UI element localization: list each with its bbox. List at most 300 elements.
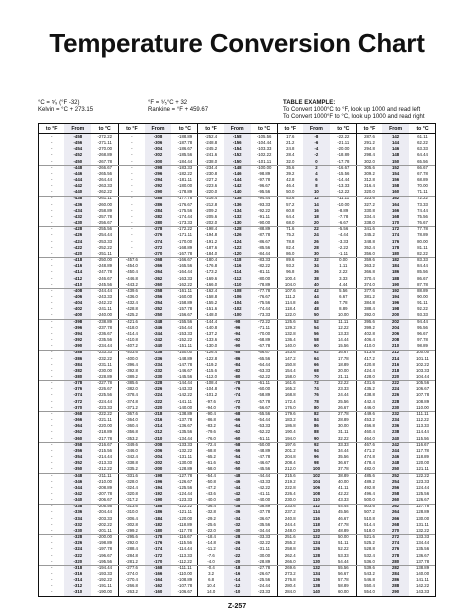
table-cell: -353.2	[125, 435, 138, 441]
row-separator	[39, 504, 435, 505]
table-cell: 24.44	[337, 392, 349, 398]
table-cell: -128	[232, 226, 242, 232]
table-cell: 101.11	[416, 355, 429, 361]
table-cell: -	[131, 140, 133, 146]
table-cell: -36.67	[258, 515, 271, 521]
table-cell: -207.78	[97, 490, 113, 496]
table-cell: 16.67	[337, 349, 349, 355]
table-cell: -	[50, 355, 53, 361]
table-cell: -407.2	[125, 343, 138, 349]
table-cell: -2.22	[338, 244, 349, 250]
table-cell: 120	[312, 527, 320, 533]
table-cell: 330.8	[364, 207, 375, 213]
table-cell: -	[50, 226, 53, 232]
table-cell: 204	[392, 324, 400, 330]
table-cell: 160	[392, 189, 400, 195]
table-cell: -176.67	[177, 201, 193, 207]
table-cell: -22.0	[206, 527, 216, 533]
table-cell: -	[131, 158, 133, 164]
table-cell: -376	[73, 386, 83, 392]
table-cell: -	[50, 367, 53, 373]
table-cell: 136	[312, 577, 320, 583]
table-cell: -410.8	[125, 337, 138, 343]
table-cell: -	[50, 343, 53, 349]
table-cell: -244.44	[97, 287, 113, 293]
table-cell: -65.2	[206, 454, 216, 460]
table-cell: -12.22	[337, 189, 350, 195]
table-cell: -366	[73, 417, 83, 423]
table-cell: 148	[392, 152, 400, 158]
table-cell: -208	[153, 441, 163, 447]
table-cell: -326	[73, 540, 83, 546]
table-cell: -338.8	[125, 460, 138, 466]
table-cell: -	[50, 324, 53, 330]
table-cell: -158.89	[177, 300, 193, 306]
table-cell: 467.6	[364, 441, 375, 447]
table-cell: 56	[314, 330, 319, 336]
table-cell: -	[50, 392, 53, 398]
table-cell: -164	[153, 577, 163, 583]
table-cell: -225.56	[97, 392, 113, 398]
row-separator	[39, 380, 435, 381]
table-cell: 500.0	[364, 497, 375, 503]
table-cell: 70.00	[417, 183, 428, 189]
table-cell: 18	[314, 213, 319, 219]
table-cell: -105.56	[256, 133, 272, 139]
table-cell: 370.4	[364, 275, 375, 281]
table-cell: -133.6	[204, 337, 218, 343]
table-cell: -158.8	[204, 293, 218, 299]
table-cell: 23.33	[337, 386, 349, 392]
table-cell: -	[50, 349, 53, 355]
table-cell: 182	[392, 257, 400, 263]
table-cell: 60.00	[337, 589, 349, 595]
table-cell: 320.0	[364, 189, 375, 195]
table-cell: -154.44	[177, 324, 193, 330]
table-cell: 103.33	[415, 367, 430, 373]
table-cell: -342	[73, 490, 83, 496]
table-cell: 64	[314, 355, 319, 361]
table-cell: 254	[392, 478, 400, 484]
table-cell: -110.00	[177, 571, 193, 577]
table-cell: -266.67	[97, 164, 113, 170]
table-cell: -5.56	[338, 226, 349, 232]
table-cell: -	[50, 312, 53, 318]
table-cell: -378	[73, 380, 83, 386]
table-cell: -248	[153, 318, 163, 324]
table-cell: 122.0	[284, 312, 296, 318]
table-cell: -270	[153, 250, 163, 256]
table-cell: -214.44	[97, 454, 113, 460]
table-cell: 62.22	[417, 140, 428, 146]
table-cell: 98.89	[417, 343, 428, 349]
table-cell: -196.67	[97, 552, 113, 558]
table-cell: -	[131, 146, 133, 152]
table-cell: -356.8	[125, 429, 138, 435]
table-cell: -88.89	[258, 226, 271, 232]
table-cell: -186	[153, 509, 163, 515]
table-cell: 165.2	[284, 386, 296, 392]
table-cell: 305.6	[364, 164, 375, 170]
table-cell: 96.67	[417, 330, 428, 336]
table-cell: -	[50, 306, 53, 312]
table-cell: -458	[73, 133, 83, 139]
table-cell: -143.33	[177, 386, 193, 392]
table-cell: -63.33	[258, 367, 271, 373]
table-cell: -	[50, 515, 53, 521]
column-header: From	[224, 124, 251, 134]
table-cell: -194	[153, 484, 163, 490]
table-cell: -318	[73, 564, 83, 570]
table-cell: 64.4	[286, 213, 295, 219]
table-cell: 212	[392, 349, 400, 355]
table-cell: -430	[73, 220, 83, 226]
table-cell: -85.56	[258, 244, 271, 250]
table-cell: -346	[73, 478, 83, 484]
table-cell: 6	[315, 177, 318, 183]
table-cell: -130.00	[177, 460, 193, 466]
table-cell: -84.44	[258, 250, 271, 256]
table-cell: -202.22	[97, 521, 113, 527]
table-cell: -195.56	[97, 558, 113, 564]
table-cell: 126.67	[415, 497, 430, 503]
table-cell: -370	[73, 404, 83, 410]
table-cell: -65.56	[258, 355, 271, 361]
table-cell: -140.8	[204, 324, 218, 330]
table-cell: 201.2	[284, 447, 296, 453]
table-cell: -332	[73, 521, 83, 527]
page-number: Z-257	[227, 603, 247, 610]
table-cell: -223.6	[204, 183, 218, 189]
table-cell: -113.33	[177, 552, 193, 558]
table-cell: -241.6	[204, 152, 218, 158]
table-cell: 136.4	[284, 337, 296, 343]
table-cell: -181.11	[177, 177, 193, 183]
table-cell: 135.56	[415, 546, 430, 552]
table-cell: -40.0	[206, 497, 216, 503]
table-cell: -141.11	[177, 398, 193, 404]
table-cell: 240.8	[284, 515, 296, 521]
table-cell: 130	[312, 558, 320, 564]
table-cell: -223.33	[97, 404, 113, 410]
table-cell: 202	[392, 318, 400, 324]
table-cell: -416	[73, 263, 83, 269]
column-header: to °C	[330, 124, 357, 134]
table-cell: -	[50, 195, 53, 201]
row-separator	[39, 196, 435, 197]
table-cell: 140	[312, 589, 320, 595]
table-cell: -94.0	[206, 404, 216, 410]
table-cell: -372	[73, 398, 83, 404]
table-cell: 16	[314, 207, 319, 213]
table-cell: -97.6	[206, 398, 216, 404]
table-cell: -108.4	[204, 380, 218, 386]
table-cell: 90.00	[417, 293, 428, 299]
table-cell: 134.44	[415, 540, 430, 546]
table-cell: -252.22	[97, 244, 113, 250]
formula-fahrenheit: °F = ⁹⁄₅°C + 32	[148, 100, 188, 106]
table-cell: -300	[153, 158, 163, 164]
table-cell: -414	[73, 269, 83, 275]
table-cell: -172.22	[177, 226, 193, 232]
table-cell: -148.89	[177, 355, 193, 361]
table-cell: 75.2	[286, 232, 295, 238]
formula-rankine: Rankine = °F + 459.67	[148, 107, 209, 113]
table-cell: -218	[153, 410, 163, 416]
table-cell: 76	[314, 392, 319, 398]
table-cell: 88.89	[417, 287, 428, 293]
table-cell: -170.00	[177, 238, 193, 244]
table-cell: -60.00	[258, 386, 271, 392]
table-cell: -284.8	[125, 552, 138, 558]
table-cell: 230	[392, 404, 400, 410]
table-cell: -392	[73, 337, 83, 343]
table-cell: 144	[392, 140, 400, 146]
table-cell: -121.11	[177, 509, 193, 515]
table-cell: -382	[73, 367, 83, 373]
table-cell: -43.33	[258, 478, 271, 484]
table-cell: -4.44	[338, 232, 349, 238]
table-cell: -360.4	[125, 423, 138, 429]
table-cell: -	[131, 232, 133, 238]
table-cell: 17.6	[286, 133, 295, 139]
table-cell: -152	[232, 152, 242, 158]
table-cell: -304	[153, 146, 163, 152]
table-cell: -205.56	[97, 503, 113, 509]
table-cell: 244.4	[284, 521, 296, 527]
table-cell: -180	[153, 527, 163, 533]
table-cell: 65.56	[417, 158, 428, 164]
table-cell: -237.78	[97, 324, 113, 330]
table-cell: 50.0	[286, 189, 295, 195]
table-cell: -260	[153, 281, 163, 287]
table-cell: -280	[153, 220, 163, 226]
table-cell: -	[50, 447, 53, 453]
table-cell: -	[50, 534, 53, 540]
table-cell: -320	[73, 558, 83, 564]
table-cell: -100.00	[256, 164, 272, 170]
table-cell: -138.89	[177, 410, 193, 416]
table-cell: -20	[234, 558, 241, 564]
table-cell: 28.4	[286, 152, 295, 158]
table-cell: 246	[392, 454, 400, 460]
row-separator	[39, 257, 435, 258]
table-cell: 13.33	[337, 330, 349, 336]
formula-kelvin: Kelvin = °C + 273.15	[38, 107, 94, 113]
table-cell: 55.56	[337, 564, 349, 570]
table-cell: 233.6	[284, 503, 296, 509]
table-cell: 48	[314, 306, 319, 312]
table-cell: 32.0	[286, 158, 295, 164]
table-cell: -	[131, 207, 133, 213]
table-cell: -122.8	[204, 355, 218, 361]
table-cell: -212	[153, 429, 163, 435]
table-cell: -406	[73, 293, 83, 299]
table-cell: -	[50, 293, 53, 299]
table-cell: 21.11	[338, 374, 349, 380]
table-cell: 66	[314, 361, 319, 367]
table-cell: 124	[312, 540, 320, 546]
table-cell: -94.44	[258, 195, 271, 201]
table-cell: -142.22	[177, 392, 193, 398]
table-cell: 248.0	[284, 527, 296, 533]
table-cell: -188	[153, 503, 163, 509]
table-cell: -221.11	[97, 417, 112, 423]
table-cell: -270.4	[125, 577, 138, 583]
table-cell: -206.67	[97, 497, 113, 503]
table-cell: -400.0	[125, 355, 138, 361]
table-cell: -112.22	[177, 558, 193, 564]
table-cell: 63.33	[417, 146, 428, 152]
table-cell: -256	[153, 293, 163, 299]
table-cell: -28	[234, 534, 241, 540]
table-cell: 276	[392, 546, 400, 552]
table-cell: -130.0	[204, 343, 218, 349]
table-cell: -	[50, 478, 53, 484]
table-cell: -281.2	[125, 558, 138, 564]
table-cell: -392.8	[125, 367, 138, 373]
table-cell: 214	[392, 355, 400, 361]
table-cell: -56.67	[258, 404, 271, 410]
table-cell: -	[50, 133, 53, 139]
table-cell: -	[50, 275, 53, 281]
table-cell: 236	[392, 423, 400, 429]
table-cell: 96	[314, 454, 319, 460]
table-cell: 180	[392, 250, 400, 256]
table-cell: 122.22	[415, 472, 430, 478]
table-cell: 70	[314, 374, 319, 380]
table-cell: 46.4	[286, 183, 295, 189]
table-cell: -216.67	[97, 441, 113, 447]
table-cell: 290	[392, 589, 400, 595]
table-cell: -228	[153, 380, 163, 386]
table-cell: -	[50, 164, 53, 170]
table-cell: 42	[314, 287, 319, 293]
table-cell: -177.78	[177, 195, 193, 201]
table-cell: -38.89	[258, 503, 271, 509]
table-cell: 428.0	[364, 374, 375, 380]
table-cell: 106	[312, 484, 320, 490]
table-cell: 112	[312, 503, 320, 509]
table-cell: -202.0	[204, 220, 218, 226]
table-cell: -186.67	[177, 146, 193, 152]
table-cell: -77.78	[258, 287, 271, 293]
table-cell: 270	[392, 527, 400, 533]
table-cell: 64.44	[417, 152, 428, 158]
table-cell: -104.44	[256, 140, 272, 146]
conversion-table	[38, 123, 436, 597]
table-cell: -66.67	[258, 349, 271, 355]
table-cell: 74.44	[417, 207, 428, 213]
table-cell: 206	[392, 330, 400, 336]
table-cell: 127.78	[415, 503, 430, 509]
table-cell: -270.00	[97, 146, 113, 152]
table-cell: -117.78	[177, 527, 193, 533]
table-cell: -157.78	[177, 306, 193, 312]
table-cell: 34.44	[337, 447, 349, 453]
table-cell: -83.33	[258, 257, 271, 263]
table-cell: -204	[153, 454, 163, 460]
table-cell: -267.78	[97, 158, 113, 164]
table-cell: -43.6	[206, 490, 216, 496]
table-cell: -44	[234, 484, 241, 490]
table-cell: 507.2	[364, 509, 375, 515]
table-cell: -36	[234, 509, 241, 515]
table-cell: -180.00	[177, 183, 193, 189]
table-cell: -286	[153, 201, 163, 207]
table-cell: -352	[73, 460, 83, 466]
table-cell: -68.8	[206, 447, 216, 453]
table-cell: -244	[153, 330, 163, 336]
table-cell: 262	[392, 503, 400, 509]
table-cell: 28	[314, 244, 319, 250]
table-cell: 35.56	[337, 454, 349, 460]
table-cell: -148	[232, 164, 242, 170]
table-cell: 374.0	[364, 281, 375, 287]
row-separator	[39, 534, 435, 535]
table-cell: 226	[392, 392, 400, 398]
column-header: From	[64, 124, 91, 134]
table-cell: 154	[392, 170, 400, 176]
table-cell: -290	[153, 189, 163, 195]
table-cell: -150.00	[177, 349, 193, 355]
table-cell: -118	[233, 257, 242, 263]
table-cell: 106.67	[415, 386, 430, 392]
table-cell: 24	[314, 232, 319, 238]
table-cell: -252.4	[204, 133, 218, 139]
table-cell: -255.56	[97, 226, 113, 232]
table-cell: -32.22	[258, 540, 271, 546]
table-cell: -4	[314, 146, 319, 152]
table-cell: 121.11	[416, 466, 429, 472]
table-cell: 46.67	[337, 515, 349, 521]
table-cell: -47.2	[206, 484, 216, 490]
table-cell: 286	[392, 577, 400, 583]
table-cell: -	[50, 183, 53, 189]
table-cell: -45.56	[258, 466, 271, 472]
table-cell: -313.6	[125, 503, 138, 509]
table-cell: -17.78	[337, 158, 350, 164]
table-cell: 514.4	[364, 521, 375, 527]
table-cell: 377.6	[364, 287, 375, 293]
table-cell: -193.33	[97, 571, 113, 577]
table-cell: 172.4	[284, 398, 296, 404]
table-cell: 122	[312, 534, 320, 540]
table-cell: -234.44	[97, 343, 113, 349]
table-cell: -82	[234, 367, 241, 373]
table-cell: -174	[153, 546, 163, 552]
table-cell: 264	[392, 509, 400, 515]
table-cell: -294	[153, 177, 163, 183]
table-cell: -295.6	[125, 534, 138, 540]
table-cell: -230	[153, 374, 163, 380]
table-cell: -164.44	[177, 269, 193, 275]
table-cell: -47.78	[258, 454, 271, 460]
table-cell: -103.33	[256, 146, 272, 152]
table-cell: 47.78	[337, 521, 349, 527]
table-cell: -163.33	[177, 275, 193, 281]
table-cell: -167.78	[177, 250, 193, 256]
table-cell: 210	[392, 343, 400, 349]
table-cell: 46	[314, 300, 319, 306]
table-cell: -234	[153, 361, 163, 367]
table-cell: -22.22	[337, 133, 350, 139]
table-cell: 536.0	[364, 558, 375, 564]
table-cell: -396.4	[125, 361, 138, 367]
table-cell: -432.4	[125, 300, 138, 306]
table-cell: -426	[73, 232, 83, 238]
table-cell: 34	[314, 263, 319, 269]
